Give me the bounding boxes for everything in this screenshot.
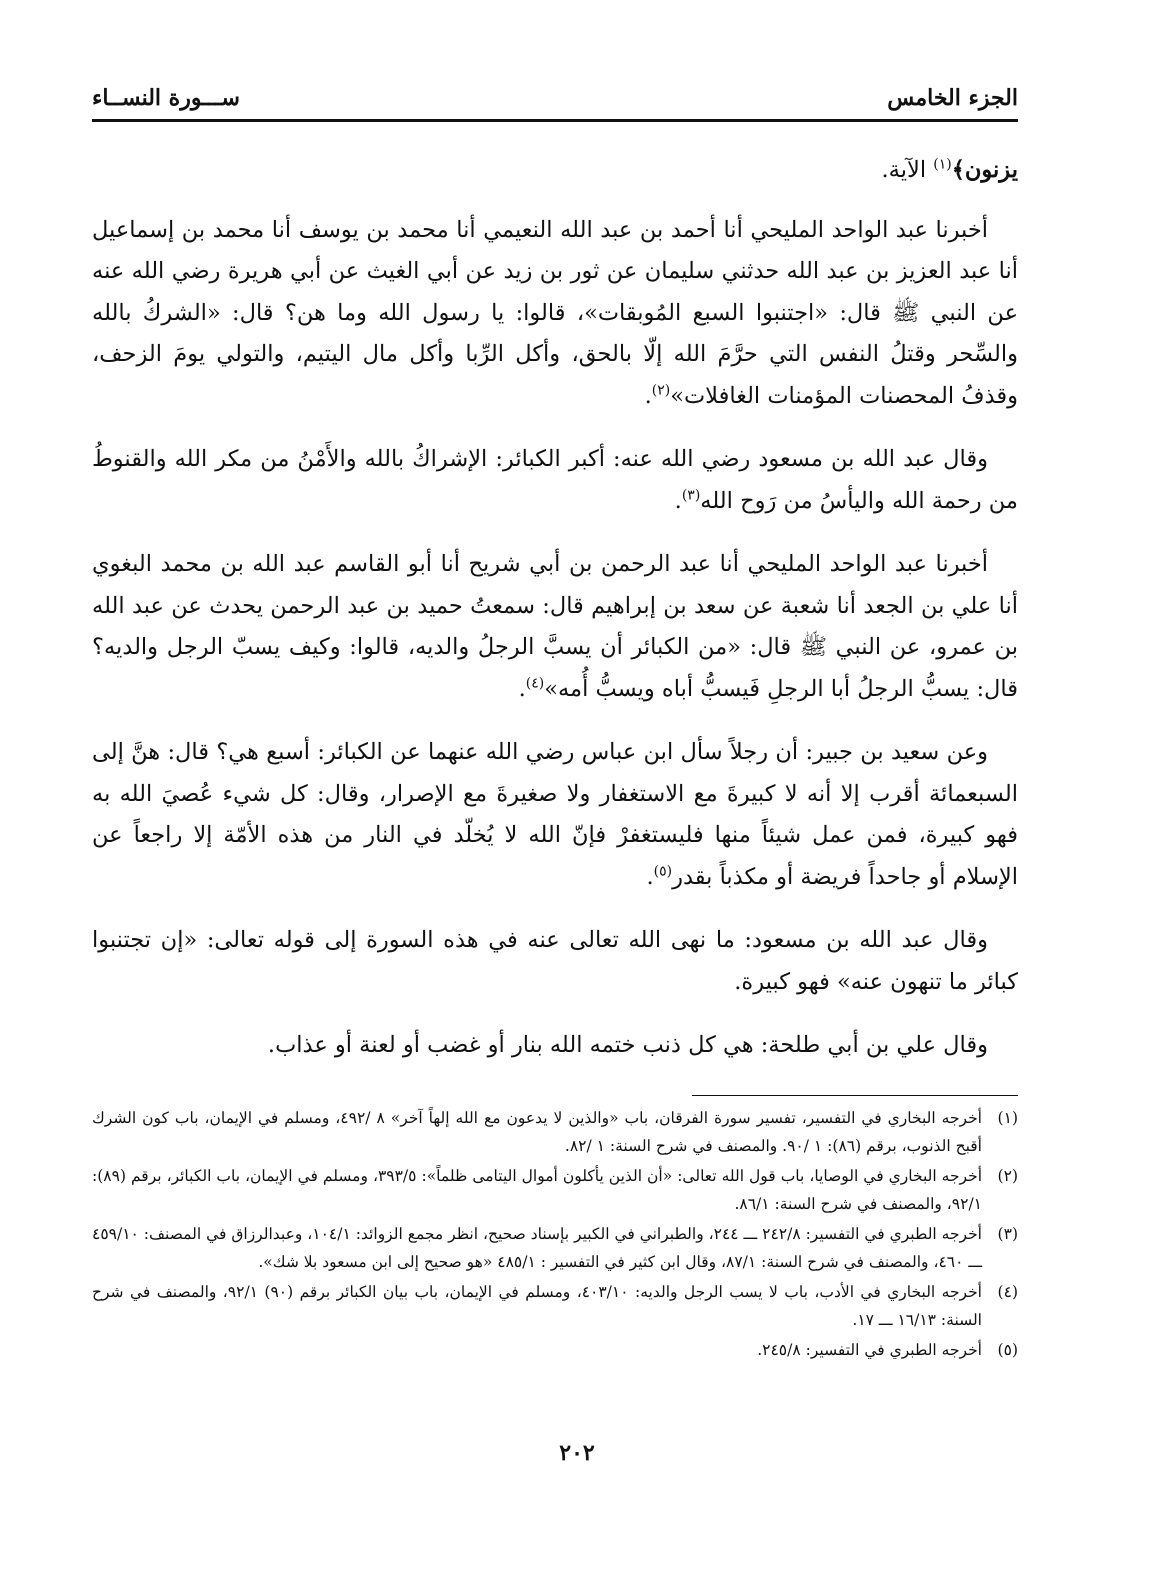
footnote-number: (٢) — [997, 1167, 1018, 1185]
main-text — [92, 150, 1018, 1089]
footnote-ref-4: (٤) — [525, 675, 545, 691]
paragraph-1 — [92, 210, 1018, 418]
paragraph-text: وقال علي بن أبي طلحة: هي كل ذنب ختمه الله بنار أو غضب أو لعنة أو عذاب. — [267, 1032, 988, 1058]
footnote-number: (٣) — [997, 1225, 1018, 1243]
footnote-text: أخرجه البخاري في الأدب، باب لا يسب الرجل والديه: ٤٠٣/١٠، ومسلم في الإيمان، باب بيان الكبائر برقم (٩٠) ٩٢/١، والمصنف في شرح السنة: ١٦/١٣ ـــ ١٧. — [92, 1283, 982, 1329]
footnote-ref-2: (٢) — [651, 382, 671, 398]
footnote-separator — [692, 1095, 1018, 1096]
paragraph-end: . — [518, 675, 526, 702]
paragraph-4 — [92, 732, 1018, 898]
paragraph-text: وقال عبد الله بن مسعود رضي الله عنه: أكبر الكبائر: الإشراكُ بالله والأَمْنُ من مكر الله والقنوطُ من رحمة الله واليأسُ من رَوح الله — [92, 446, 1018, 514]
running-header — [92, 78, 1018, 122]
footnote-ref-1: (١) — [933, 156, 952, 173]
footnote-2 — [92, 1162, 1018, 1218]
paragraph-3 — [92, 544, 1018, 710]
footnote-text: أخرجه البخاري في التفسير، تفسير سورة الفرقان، باب «والذين لا يدعون مع الله إلهاً آخر» ٨ /٤٩٢، ومسلم في الإيمان، باب كون الشرك أقبح الذنوب، برقم (٨٦): ١ /٩٠. والمصنف في شرح السنة: ١ /٨٢. — [92, 1109, 982, 1155]
verse-fragment: يزنون﴾ — [951, 157, 1018, 183]
paragraph-end: . — [674, 487, 682, 514]
footnote-3 — [92, 1220, 1018, 1276]
page-number: ٢٠٢ — [559, 1440, 595, 1466]
paragraph-end: . — [646, 863, 654, 890]
footnote-text: أخرجه الطبري في التفسير: ٢٤٥/٨. — [757, 1341, 982, 1359]
paragraph-6 — [92, 1025, 1018, 1067]
paragraph-text: أخبرنا عبد الواحد المليحي أنا أحمد بن عبد الله النعيمي أنا محمد بن يوسف أنا محمد بن إسماعيل أنا عبد العزيز بن عبد الله حدثني سليمان عن ثور بن زيد عن أبي الغيث عن أبي هريرة رضي الله عنه عن النبي ﷺ قال: «اجتنبوا السبع المُوبقات»، قالوا: يا رسول الله وما هن؟ قال: «الشركُ بالله والسِّحر وقتلُ النفس التي حرَّمَ الله إلّا بالحق، وأكل الرِّبا وأكل مال اليتيم، والتولي يومَ الزحف، وقذفُ المحصنات المؤمنات الغافلات» — [92, 216, 1018, 409]
paragraph-end: . — [644, 382, 652, 409]
paragraph-text: وعن سعيد بن جبير: أن رجلاً سأل ابن عباس رضي الله عنهما عن الكبائر: أسبع هي؟ قال: هنَّ إلى السبعمائة أقرب إلا أنه لا كبيرةَ مع الاستغفار ولا صغيرةَ مع الإصرار، وقال: كل شيء عُصيَ الله به فهو كبيرة، فمن عمل شيئاً منها فليستغفرْ فإنّ الله لا يُخلّد في النار من هذه الأمّة إلا راجعاً عن الإسلام أو جاحداً فريضة أو مكذباً بقدر — [92, 739, 1018, 890]
footnote-1 — [92, 1104, 1018, 1160]
footnote-number: (١) — [997, 1109, 1018, 1127]
footnotes — [92, 1104, 1018, 1366]
paragraph-text: أخبرنا عبد الواحد المليحي أنا عبد الرحمن بن أبي شريح أنا أبو القاسم عبد الله بن محمد البغوي أنا علي بن الجعد أنا شعبة عن سعد بن إبراهيم قال: سمعتُ حميد بن عبد الرحمن يحدث عن عبد الله بن عمرو، عن النبي ﷺ قال: «من الكبائر أن يسبَّ الرجلُ والديه، قالوا: وكيف يسبّ الرجل والديه؟ قال: يسبُّ الرجلُ أبا الرجلِ فَيسبُّ أباه ويسبُّ أُمه» — [92, 551, 1018, 702]
footnote-text: أخرجه البخاري في الوصايا، باب قول الله تعالى: «أن الذين يأكلون أموال اليتامى ظلماً»: ٣٩٣/٥، ومسلم في الإيمان، باب الكبائر، برقم (٨٩): ٩٢/١، والمصنف في شرح السنة: ٨٦/١. — [92, 1167, 982, 1213]
paragraph-5 — [92, 920, 1018, 1003]
paragraph-0 — [92, 150, 1018, 192]
footnote-ref-3: (٣) — [681, 487, 701, 503]
footnote-text: أخرجه الطبري في التفسير: ٢٤٢/٨ ـــ ٢٤٤، والطبراني في الكبير بإسناد صحيح، انظر مجمع الزوائد: ١٠٤/١، وعبدالرزاق في المصنف: ٤٥٩/١٠ ـــ ٤٦٠، والمصنف في شرح السنة: ٨٧/١، وقال ابن كثير في التفسير : ٤٨٥/١ «هو صحيح إلى ابن مسعود بلا شك». — [92, 1225, 982, 1271]
paragraph-text: وقال عبد الله بن مسعود: ما نهى الله تعالى عنه في هذه السورة إلى قوله تعالى: «إن تجتنبوا كبائر ما تنهون عنه» فهو كبيرة. — [92, 927, 1018, 995]
footnote-ref-5: (٥) — [653, 863, 673, 879]
footnote-5 — [92, 1336, 1018, 1364]
header-surah-title: ســـورة النســاء — [92, 85, 240, 111]
header-part-title: الجزء الخامس — [887, 85, 1018, 111]
footnote-number: (٥) — [997, 1341, 1018, 1359]
footnote-4 — [92, 1278, 1018, 1334]
footnote-number: (٤) — [997, 1283, 1018, 1301]
paragraph-2 — [92, 439, 1018, 522]
verse-suffix: الآية. — [881, 157, 934, 183]
